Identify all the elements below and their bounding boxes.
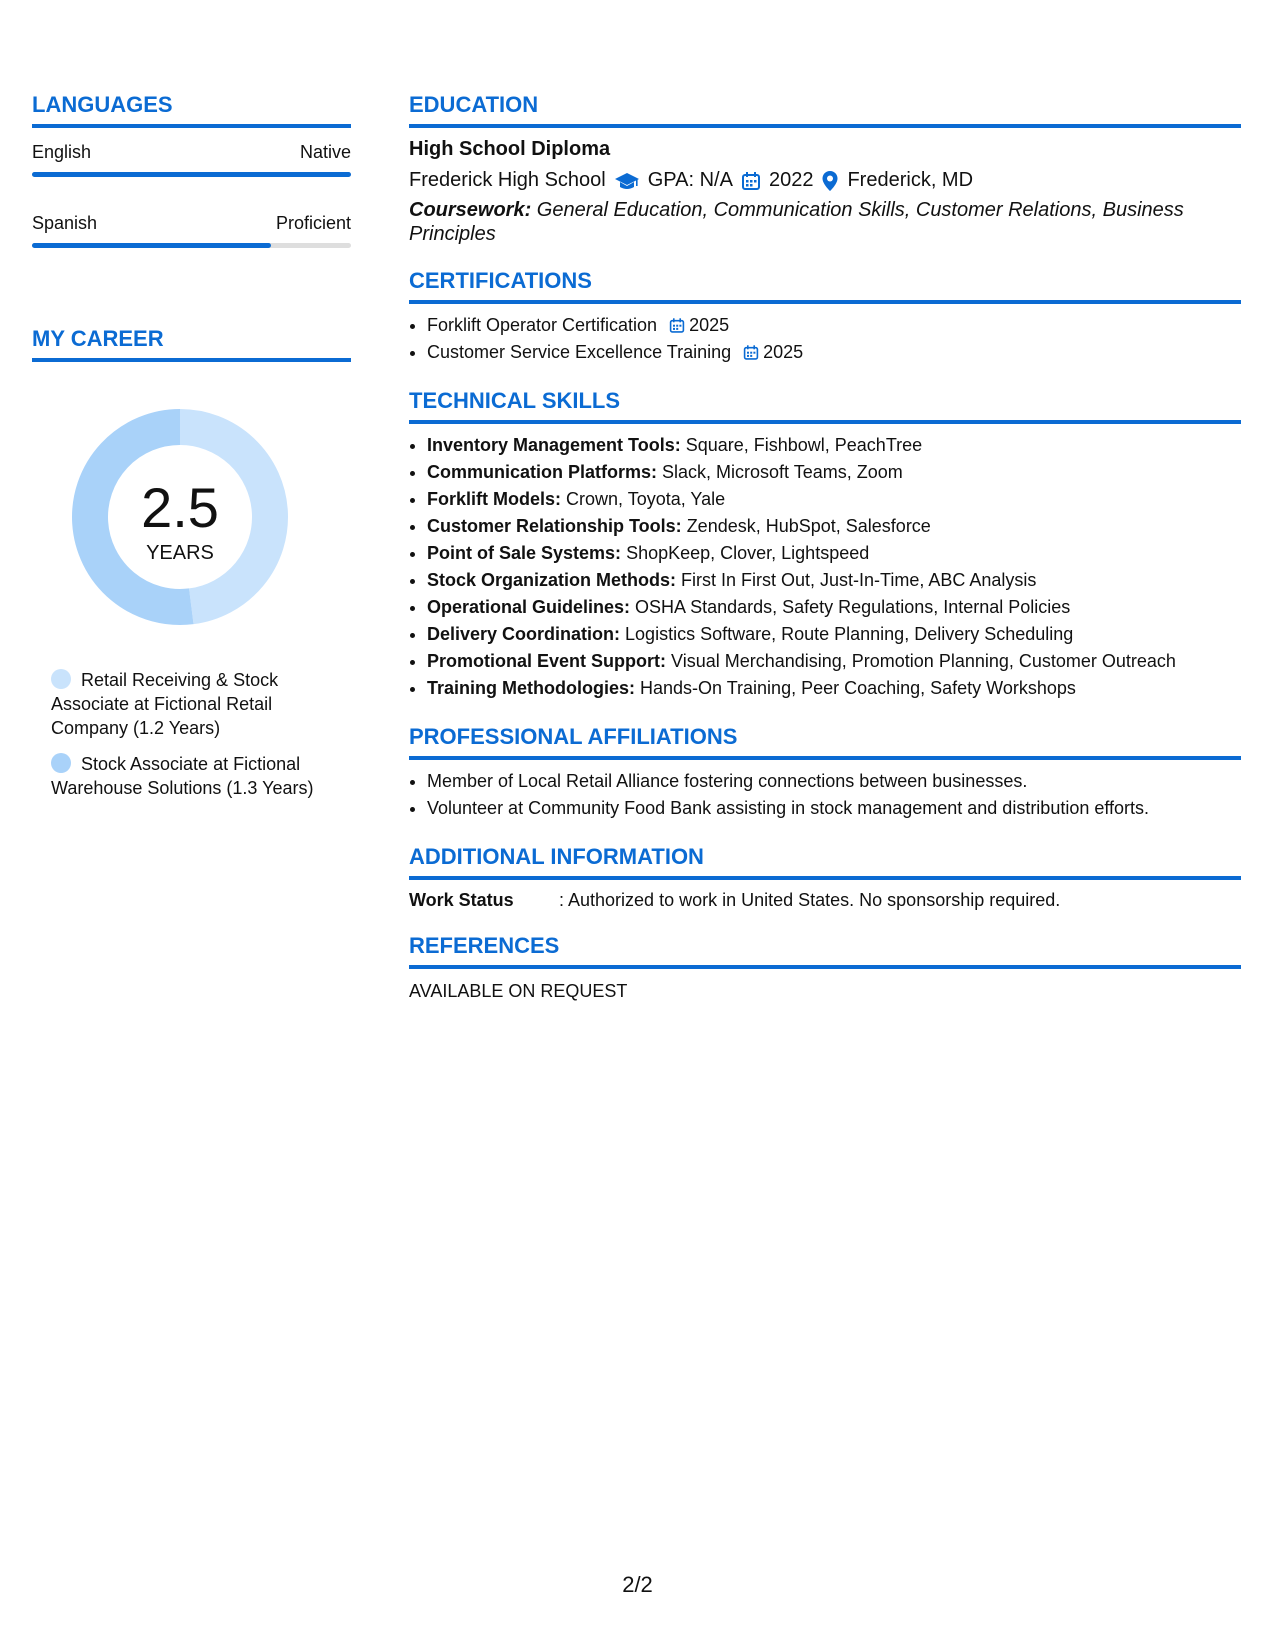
career-legend-item bbox=[51, 752, 351, 800]
work-status-value: : Authorized to work in United States. No sponsorship required. bbox=[559, 890, 1061, 910]
career-legend-label: Retail Receiving & Stock Associate at Fictional Retail Company (1.2 Years) bbox=[51, 670, 279, 738]
additional-title: ADDITIONAL INFORMATION bbox=[409, 844, 1241, 880]
page-number: 2/2 bbox=[622, 1572, 653, 1597]
skill-label: Communication Platforms: bbox=[427, 462, 658, 482]
calendar-icon bbox=[743, 344, 759, 361]
education-degree: High School Diploma bbox=[409, 138, 611, 160]
list-item bbox=[427, 513, 1241, 540]
language-item bbox=[32, 142, 351, 177]
career-legend-label: Stock Associate at Fictional Warehouse Solutions (1.3 Years) bbox=[51, 754, 314, 798]
certifications-list bbox=[409, 312, 1241, 366]
language-level-fill bbox=[32, 243, 271, 248]
languages-title: LANGUAGES bbox=[32, 92, 351, 128]
affiliations-title: PROFESSIONAL AFFILIATIONS bbox=[409, 724, 1241, 760]
main-column bbox=[409, 92, 1241, 1002]
language-level-bar bbox=[32, 172, 351, 177]
language-item bbox=[32, 213, 351, 248]
legend-dot bbox=[51, 753, 71, 773]
list-item bbox=[427, 540, 1241, 567]
skill-label: Operational Guidelines: bbox=[427, 597, 631, 617]
list-item: • Member of Local Retail Alliance fostering connections between businesses. bbox=[427, 768, 1241, 795]
work-status-key: Work Status bbox=[409, 890, 514, 910]
certification-name: Forklift Operator Certification bbox=[427, 315, 658, 335]
affiliations-section bbox=[409, 724, 1241, 822]
career-section bbox=[32, 326, 351, 800]
language-level-fill bbox=[32, 172, 351, 177]
language-name: English bbox=[32, 142, 92, 162]
additional-section bbox=[409, 844, 1241, 911]
language-level: Native bbox=[299, 142, 351, 162]
list-item bbox=[427, 486, 1241, 513]
skill-value: Square, Fishbowl, PeachTree bbox=[680, 435, 923, 455]
list-item bbox=[427, 675, 1241, 702]
education-year: 2022 bbox=[768, 169, 814, 191]
career-donut-chart bbox=[67, 404, 293, 630]
legend-dot bbox=[51, 669, 71, 689]
list-item bbox=[427, 648, 1241, 675]
certifications-section bbox=[409, 268, 1241, 366]
references-section bbox=[409, 933, 1241, 1002]
calendar-icon bbox=[669, 317, 685, 334]
career-total-years: 2.5 bbox=[141, 476, 219, 539]
skill-label: Delivery Coordination: bbox=[427, 624, 621, 644]
list-item bbox=[427, 432, 1241, 459]
skill-label: Stock Organization Methods: bbox=[427, 570, 677, 590]
list-item bbox=[427, 312, 1241, 339]
list-item bbox=[427, 567, 1241, 594]
map-pin-icon bbox=[821, 170, 839, 192]
education-coursework bbox=[409, 198, 1241, 246]
skill-value: Hands-On Training, Peer Coaching, Safety Workshops bbox=[635, 678, 1076, 698]
skill-value: Visual Merchandising, Promotion Planning, Customer Outreach bbox=[666, 651, 1176, 671]
coursework-label: Coursework: bbox=[409, 199, 532, 221]
skill-value: Slack, Microsoft Teams, Zoom bbox=[657, 462, 903, 482]
skill-label: Inventory Management Tools: bbox=[427, 435, 681, 455]
work-status-row bbox=[409, 890, 1241, 911]
education-title: EDUCATION bbox=[409, 92, 1241, 128]
list-item: • Volunteer at Community Food Bank assisting in stock management and distribution efforts. bbox=[427, 795, 1241, 822]
skill-label: Training Methodologies: bbox=[427, 678, 635, 698]
certifications-title: CERTIFICATIONS bbox=[409, 268, 1241, 304]
skill-value: Crown, Toyota, Yale bbox=[561, 489, 726, 509]
skill-value: Zendesk, HubSpot, Salesforce bbox=[681, 516, 931, 536]
language-name: Spanish bbox=[32, 213, 98, 233]
list-item bbox=[427, 594, 1241, 621]
education-gpa: GPA: N/A bbox=[647, 169, 733, 191]
career-legend bbox=[32, 668, 351, 800]
skill-value: First In First Out, Just-In-Time, ABC Analysis bbox=[676, 570, 1037, 590]
languages-list bbox=[32, 142, 351, 248]
certification-year: 2025 bbox=[689, 315, 730, 335]
skills-section bbox=[409, 388, 1241, 702]
career-title: MY CAREER bbox=[32, 326, 351, 362]
language-level: Proficient bbox=[275, 213, 351, 233]
references-text: AVAILABLE ON REQUEST bbox=[409, 981, 628, 1001]
skill-label: Point of Sale Systems: bbox=[427, 543, 622, 563]
education-school: Frederick High School bbox=[409, 169, 606, 191]
language-level-bar bbox=[32, 243, 351, 248]
education-details bbox=[409, 169, 1241, 192]
skill-label: Customer Relationship Tools: bbox=[427, 516, 682, 536]
list-item bbox=[427, 459, 1241, 486]
list-item bbox=[427, 339, 1241, 366]
affiliations-list bbox=[409, 768, 1241, 822]
skill-label: Forklift Models: bbox=[427, 489, 561, 509]
coursework-text: General Education, Communication Skills, Customer Relations, Business Principles bbox=[409, 199, 1184, 245]
sidebar bbox=[32, 92, 351, 812]
calendar-icon bbox=[741, 171, 761, 191]
skill-value: OSHA Standards, Safety Regulations, Internal Policies bbox=[630, 597, 1071, 617]
skill-value: ShopKeep, Clover, Lightspeed bbox=[621, 543, 870, 563]
career-legend-item bbox=[51, 668, 351, 740]
certification-year: 2025 bbox=[763, 342, 804, 362]
skill-value: Logistics Software, Route Planning, Delivery Scheduling bbox=[620, 624, 1074, 644]
skills-title: TECHNICAL SKILLS bbox=[409, 388, 1241, 424]
list-item bbox=[427, 621, 1241, 648]
skills-list bbox=[409, 432, 1241, 702]
certification-name: Customer Service Excellence Training bbox=[427, 342, 732, 362]
education-location: Frederick, MD bbox=[847, 169, 974, 191]
graduation-cap-icon bbox=[614, 171, 640, 191]
career-total-unit: YEARS bbox=[146, 542, 214, 564]
skill-label: Promotional Event Support: bbox=[427, 651, 667, 671]
references-title: REFERENCES bbox=[409, 933, 1241, 969]
